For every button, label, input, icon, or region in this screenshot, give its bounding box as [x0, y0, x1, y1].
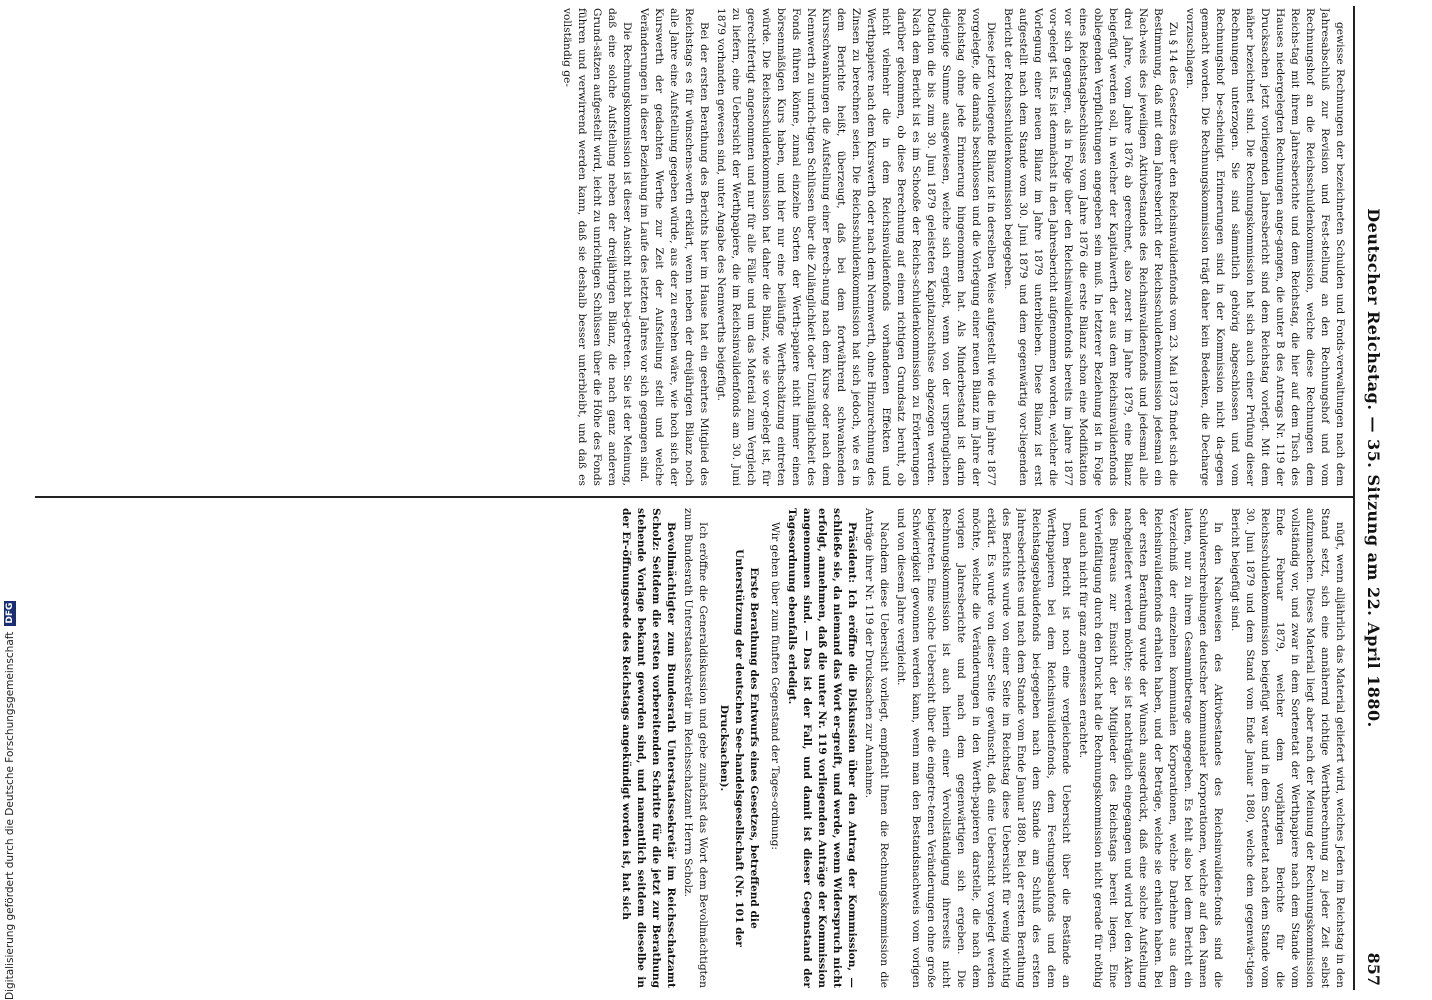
agenda-heading: Erste Berathung des Entwurfs eines Gesetzes, betreffend die Unterstützung der deutschen See-handelsgesellschaft (Nr. 101 der Drucksachen).	[718, 549, 760, 947]
digitization-text: Digitalisierung gefördert durch die Deutsche Forschungsgemeinschaft	[4, 631, 16, 1000]
paragraph: Die Rechnungskommission ist dieser Ansicht nicht bei-getreten. Sie ist der Meinung, daß eine solche Aufstellung neben der dreijährigen Bilanz, die nach ganz anderen Grund-sätzen aufgestellt wird, leicht zu unrichtigen Schlüssen über die Höhe des Fonds führen und verwirrend werden kann, daß sie deshalb besser unterbleibt, und daß es vollständig ge-	[561, 8, 633, 486]
paragraph: Nachdem diese Uebersicht vorliegt, empfiehlt Ihnen die Rechnungskommission die Anträge ihrer Nr. 119 der Drucksachen zur Annahme.	[863, 508, 890, 988]
speaker-paragraph: Bevollmächtigter zum Bundesrath Unterstaatssekretär im Reichsschatzamt Scholz: Seitdem die ersten vorbereitenden Schritte für die jetzt zur Berathung stehende Vorlage bekannt geworden sind, und namentlich seitdem dieselbe in der Er-öffnungsrede des Reichstags angekündigt worden ist, hat sich	[620, 508, 677, 988]
page-number: 857	[1364, 952, 1383, 986]
paragraph: In den Nachweisen des Aktivbestandes des Reichsinvaliden-fonds sind die Schuldverschreibungen deutscher kommunaler Korporationen, welche auf den Namen lauten, nur zu ihrem Gesammtbetrage angegeben. Es fehlt also bei dem Bericht ein Verzeichniß der einzelnen kommunalen Korporationen, welche Darlehne aus dem Reichsinvalidenfonds erhalten haben, und der Beträge, welche sie erhalten haben. Bei der ersten Berathung wurde der Wunsch ausgedrückt, daß eine solche Aufstellung nachgeliefert werden möchte; sie ist nachträglich eingegangen und wird bei den Akten des Büreaus zur Einsicht der Mitglieder des Reichstags bereit liegen. Eine Vervielfältigung durch den Druck hat die Rechnungskommission nicht gerade für nöthig und auch nicht für ganz angemessen erachtet.	[1077, 508, 1224, 988]
dfg-logo: DFG	[5, 602, 15, 624]
right-column	[35, 508, 1347, 988]
paragraph: Diese jetzt vorliegende Bilanz ist in derselben Weise aufgestellt wie die im Jahre 1877 vorgelegte, die damals beschlossen und die Vorlegung einer neuen Bilanz im Jahre der Reichstag ohne jede Erinnerung hingenommen hat. Als Minderbestand ist darin diejenige Summe ausgewiesen, welche sich ergiebt, wenn von der ursprünglichen Dotation die bis zum 30. Juni 1879 geleisteten Kapitalzuschüsse abgezogen werden. Nach dem Bericht ist es im Schooße der Reichs-schuldenkommission zu Erörterungen darüber gekommen, ob diese Berechnung auf einem richtigen Grundsatz beruht, ob nicht vielmehr die in dem Reichsinvalidenfonds vorhandenen Effekten und Werthpapiere nach dem Kurswerth oder nach dem Nennwerth, ohne Hinzurechnung des Zinsen zu berechnen seien. Die Reichsschuldenkommission hat sich jedoch, wie es in dem Berichte heißt, überzeugt, daß bei dem fortwährend schwankenden Kursschwankungen die Aufstellung einer Berech-nung nach dem Kurse oder nach dem Nennwerth zu unrich-tigen Schlüssen über die Zulänglichkeit oder Unzulänglichkeit des Fonds führen könne, zumal einzelne Sorten der Werth-papiere nicht immer einen börsenmäßigen Kurs haben, und hier nur eine beiläufige Werthschätzung eintreten würde. Die Reichsschuldenkommission hat daher die Bilanz, wie sie vor-gelegt ist, für gerechtfertigt angenommen und nur für alle Fälle und um das Material zum Vergleich zu liefern, eine Uebersicht der Werthpapiere, die im Reichsinvalidenfonds am 30. Juni 1879 vorhanden gewesen sind, unter Angabe des Nennwerths beigefügt.	[715, 8, 997, 486]
paragraph: Bei der ersten Berathung des Berichts hier im Hause hat ein geehrtes Mitglied des Reichstags es für wünschens-werth erklärt, wenn neben der dreijährigen Bilanz noch alle Jahre eine Aufstellung gegeben würde, aus der zu ersehen wäre, wie hoch sich der Kurswerth der gedachten Werthe zur Zeit der Aufstellung stellt und welche Veränderungen in dieser Beziehung im Laufe des letzten Jahres vor sich gegangen sind.	[638, 8, 710, 486]
paragraph: gewisse Rechnungen der bezeichneten Schulden und Fonds-verwaltungen nach dem Jahresabschluß zur Revision und Fest-stellung an den Rechnungshof und vom Rechnungshof an die Reichsschuldenkommission, welche diese Rechnungen dem Reichs-tag mit ihrem Jahresberichte und dem Reichstag, die hier auf dem Tisch des Hauses niedergelegten Rechnungen ange-gangen, die unter B des Antrags Nr. 119 der Drucksachen jetzt vorliegenden Jahresbericht sind dem Reichstag vorlegt. Mit dem näher bezeichnet sind. Die Rechnungskommission hat sich auch einer Prüfung dieser Rechnungen unterzogen. Sie sind sämmtlich gehörig abgeschlossen und vom Rechnungshof be-scheinigt. Erinnerungen sind in der Kommission nicht da-gegen gemacht worden. Die Rechnungskommission trägt daher kein Bedenken, die Decharge vorzuschlagen.	[1184, 8, 1346, 486]
paragraph: Dem Bericht ist noch eine vergleichende Uebersicht über die Bestände an Werthpapieren bei dem Reichsinvalidenfonds, dem Festungsbaufonds und dem Reichstagsgebäudefonds bei-gegeben nach dem Stande am Schluß des ersten Jahresberichtes und nach dem Stande vom Ende Januar 1880. Bei der ersten Berathung des Berichts wurde von einer Seite im Reichstag diese Uebersicht für wenig wichtig erklärt. Es wurde von dieser Seite gewünscht, daß eine Uebersicht vorgelegt werden möchte, welche die Veränderungen in den Werth-papieren darstelle, die nach dem vorigen Jahresberichte und nach dem gegenwärtigen sich ergeben. Die Rechnungskommission ist auch hierin einer Vervollständigung ihrerseits nicht beigetreten. Eine solche Uebersicht über die eingetre-tenen Veränderungen ohne große Schwierigkeit gewonnen werden kann, wenn man den Bestandsnachweis vom vorigen und von diesem Jahre vergleicht.	[895, 508, 1072, 988]
paragraph: Zu § 14 des Gesetzes über den Reichsinvalidenfonds vom 23. Mai 1873 findet sich die Bestimmung, daß mit dem Jahresbericht der Reichsschuldenkommission jedesmal ein Nach-weis des jeweiligen Aktivbestandes des Reichsinvalidenfonds und jedesmal alle drei Jahre, vom Jahre 1876 ab gerechnet, also zuerst im Jahre 1879, eine Bilanz beigefügt werden soll, in welcher der Kapitalwerth der aus dem Reichsinvalidenfonds obliegenden Verpflichtungen angegeben sein muß. In letzterer Beziehung ist in Folge eines Reichstagsbeschlusses vom Jahre 1876 die erste Bilanz schon eine Modifikation vor sich gegangen, als in Folge über den Reichsinvalidenfonds bereits im Jahre 1877 vor-gelegt ist. Es ist demnächst in den Jahresbericht aufgenommen worden, welcher die Vorlegung einer neuen Bilanz im Jahre 1879 unterblieben. Diese Bilanz ist erst aufgestellt nach dem Stande vom 30. Juni 1879 und dem gegenwärtig vor-liegenden Bericht der Reichsschuldenkommission beigegeben.	[1002, 8, 1179, 486]
paragraph: Wir gehen über zum fünften Gegenstand der Tages-ordnung:	[769, 522, 781, 850]
speaker-paragraph: Präsident: Ich eröffne die Diskussion über den Antrag der Kommission, — schließe sie, da niemand das Wort er-greift, und werde, wenn Widerspruch nicht erfolgt, annehmen, daß die unter Nr. 119 vorliegenden Anträge der Kommission angenommen sind. — Das ist der Fall, und damit ist dieser Gegenstand der Tagesordnung ebenfalls erledigt.	[786, 508, 858, 988]
paragraph: Ich eröffne die Generaldiskussion und gebe zunächst das Wort dem Bevollmächtigten zum Bundesrath Unterstaatssekretär im Reichsschatzamt Herrn Scholz.	[682, 508, 709, 988]
header-rule	[1353, 6, 1355, 990]
digitization-note	[2, 0, 18, 1000]
running-title: Deutscher Reichstag. — 35. Sitzung am 22. April 1880.	[1364, 208, 1383, 728]
left-column	[35, 8, 1347, 486]
column-divider	[35, 496, 1353, 498]
newspaper-page	[25, 0, 1395, 1000]
paragraph: nügt, wenn alljährlich das Material geliefert wird, welches Jeden im Reichstag in den Stand setzt, sich eine annähernd richtige Werthberechnung zu jeder Zeit selbst aufzumachen. Dieses Material liegt aber nach der Meinung der Rechnungskommission vollständig vor, und zwar in dem Sortenetat der Werthpapiere nach dem Stande vom Ende Februar 1879, welcher dem vorjährigen Berichte für die Reichsschuldenkommission beigefügt war und in dem Sortenetat nach dem Stande vom 30. Juni 1879 und dem Stand vom Ende Januar 1880, welche dem gegenwär-tigen Bericht beigefügt sind.	[1229, 508, 1346, 988]
page-header	[1357, 10, 1389, 986]
